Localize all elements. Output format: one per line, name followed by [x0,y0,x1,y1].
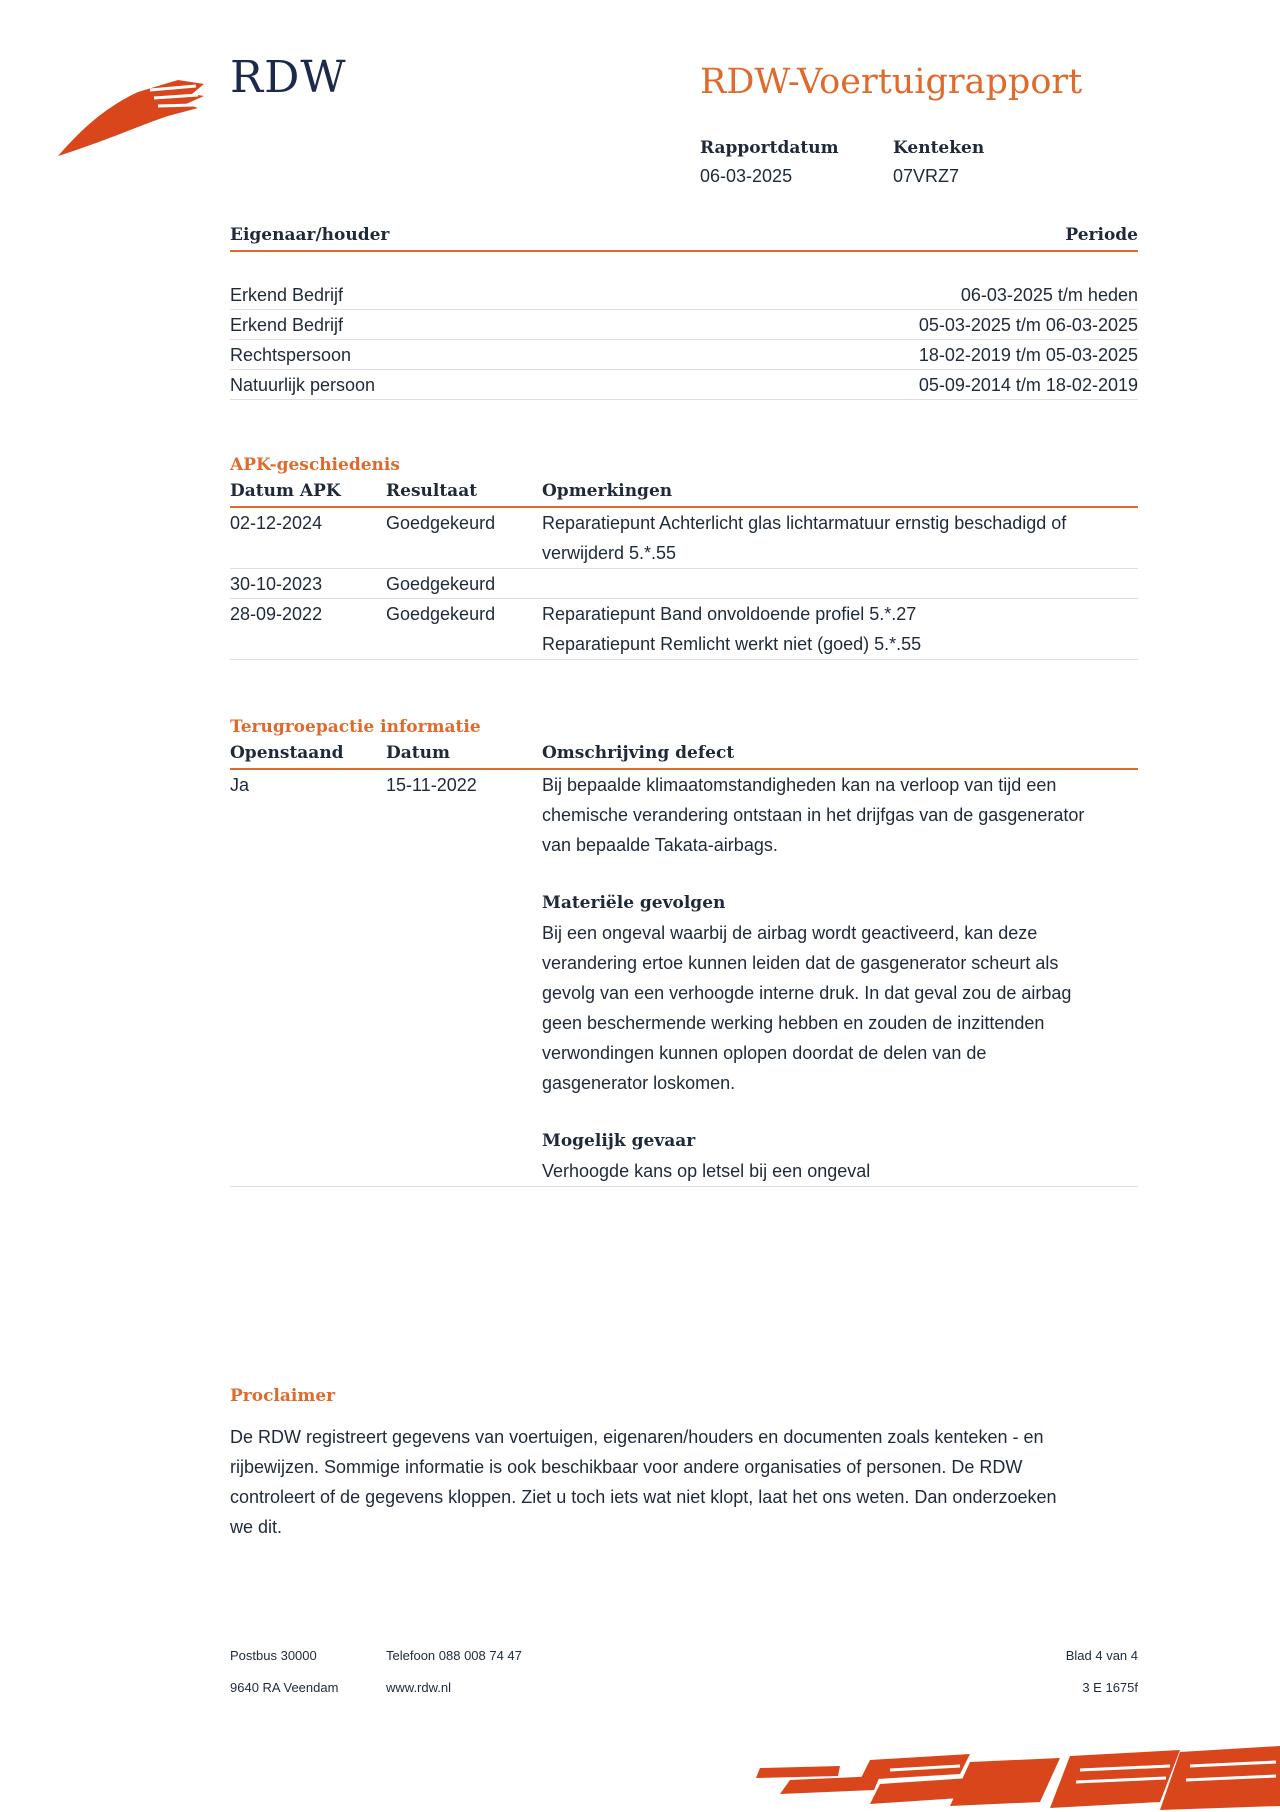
recall-desc-header: Omschrijving defect [542,743,735,763]
recall-description [542,770,1138,1186]
possible-danger-title: Mogelijk gevaar [542,1131,696,1151]
owner-period: 06-03-2025 t/m heden [960,285,1138,305]
recall-date-header: Datum [386,743,450,763]
apk-row [230,569,1138,599]
report-date-block [700,138,839,187]
footer-phone: Telefoon 088 008 74 47 [386,1648,522,1663]
owner-type: Erkend Bedrijf [230,285,344,305]
apk-result: Goedgekeurd [386,574,496,594]
apk-date: 30-10-2023 [230,574,323,594]
owner-type: Erkend Bedrijf [230,315,344,335]
recall-title: Terugroepactie informatie [230,717,481,737]
owner-column-header: Eigenaar/houder [230,225,390,245]
decorative-streaks-icon [720,1740,1280,1812]
owner-row [230,280,1138,310]
report-date-value: 06-03-2025 [700,166,793,186]
apk-result: Goedgekeurd [386,604,496,624]
apk-remarks-header: Opmerkingen [542,481,673,501]
apk-remarks [542,599,1138,659]
material-line: gasgenerator loskomen. [542,1073,736,1093]
owner-type: Natuurlijk persoon [230,375,376,395]
footer-postbus: Postbus 30000 [230,1648,317,1663]
owner-row [230,370,1138,400]
proclaimer-section [230,1386,1138,1542]
apk-remark-line: Reparatiepunt Band onvoldoende profiel 5.*.27 [542,604,917,624]
owner-row [230,340,1138,370]
rdw-logo-icon [58,78,208,160]
owners-header [230,225,1138,252]
apk-remark-line: verwijderd 5.*.55 [542,543,677,563]
proclaimer-line: De RDW registreert gegevens van voertuigen, eigenaren/houders en documenten zoals kenteken - en [230,1427,1044,1447]
recall-open-header: Openstaand [230,743,344,763]
material-consequences-title: Materiële gevolgen [542,893,726,913]
apk-result: Goedgekeurd [386,513,496,533]
footer-city: 9640 RA Veendam [230,1680,339,1695]
footer-page-info [1066,1640,1138,1704]
proclaimer-title: Proclaimer [230,1386,336,1406]
recall-section [230,717,1138,1187]
owner-type: Rechtspersoon [230,345,352,365]
report-date-label: Rapportdatum [700,138,839,158]
material-line: Bij een ongeval waarbij de airbag wordt geactiveerd, kan deze [542,923,1038,943]
apk-date-header: Datum APK [230,481,341,501]
apk-row [230,599,1138,660]
apk-title: APK-geschiedenis [230,455,400,475]
recall-desc-line: chemische verandering ontstaan in het drijfgas van de gasgenerator [542,805,1085,825]
footer-website[interactable]: www.rdw.nl [386,1680,452,1695]
material-line: verandering ertoe kunnen leiden dat de gasgenerator scheurt als [542,953,1059,973]
license-plate-value: 07VRZ7 [893,166,960,186]
apk-section [230,455,1138,660]
footer-page-number: Blad 4 van 4 [1065,1648,1138,1663]
material-line: gevolg van een verhoogde interne druk. In dat geval zou de airbag [542,983,1072,1003]
recall-desc-line: Bij bepaalde klimaatomstandigheden kan na verloop van tijd een [542,775,1057,795]
apk-result-header: Resultaat [386,481,478,501]
owner-period: 05-03-2025 t/m 06-03-2025 [918,315,1138,335]
proclaimer-line: controleert of de gegevens kloppen. Ziet u toch iets wat niet klopt, laat het ons weten. Dan onderzoeken [230,1487,1057,1507]
owner-period: 05-09-2014 t/m 18-02-2019 [918,375,1138,395]
apk-row [230,508,1138,569]
proclaimer-line: we dit. [230,1517,283,1537]
possible-danger-text: Verhoogde kans op letsel bij een ongeval [542,1161,871,1181]
recall-header [230,743,1138,770]
material-line: geen beschermende werking hebben en zouden de inzittenden [542,1013,1045,1033]
recall-desc-line: van bepaalde Takata-airbags. [542,835,778,855]
logo-text: RDW [230,52,347,103]
footer-address [230,1640,338,1704]
period-column-header: Periode [1065,225,1138,245]
owner-period: 18-02-2019 t/m 05-03-2025 [918,345,1138,365]
apk-date: 28-09-2022 [230,604,323,624]
apk-header [230,481,1138,508]
owner-row [230,310,1138,340]
apk-date: 02-12-2024 [230,513,323,533]
apk-remark-line: Reparatiepunt Remlicht werkt niet (goed) 5.*.55 [542,634,922,654]
recall-open-value: Ja [230,775,250,795]
license-plate-label: Kenteken [893,138,985,158]
material-line: verwondingen kunnen oplopen doordat de delen van de [542,1043,987,1063]
apk-remarks [542,508,1138,568]
footer-contact [386,1640,522,1704]
proclaimer-text [230,1422,1138,1542]
license-plate-block [893,138,984,187]
proclaimer-line: rijbewijzen. Sommige informatie is ook beschikbaar voor andere organisaties of personen. De RDW [230,1457,1023,1477]
recall-date-value: 15-11-2022 [386,775,477,795]
footer-doc-code: 3 E 1675f [1082,1680,1138,1695]
apk-remark-line: Reparatiepunt Achterlicht glas lichtarmatuur ernstig beschadigd of [542,513,1067,533]
report-title: RDW-Voertuigrapport [700,62,1083,102]
apk-remarks [542,569,1138,598]
recall-row [230,770,1138,1187]
owners-table [230,225,1138,400]
